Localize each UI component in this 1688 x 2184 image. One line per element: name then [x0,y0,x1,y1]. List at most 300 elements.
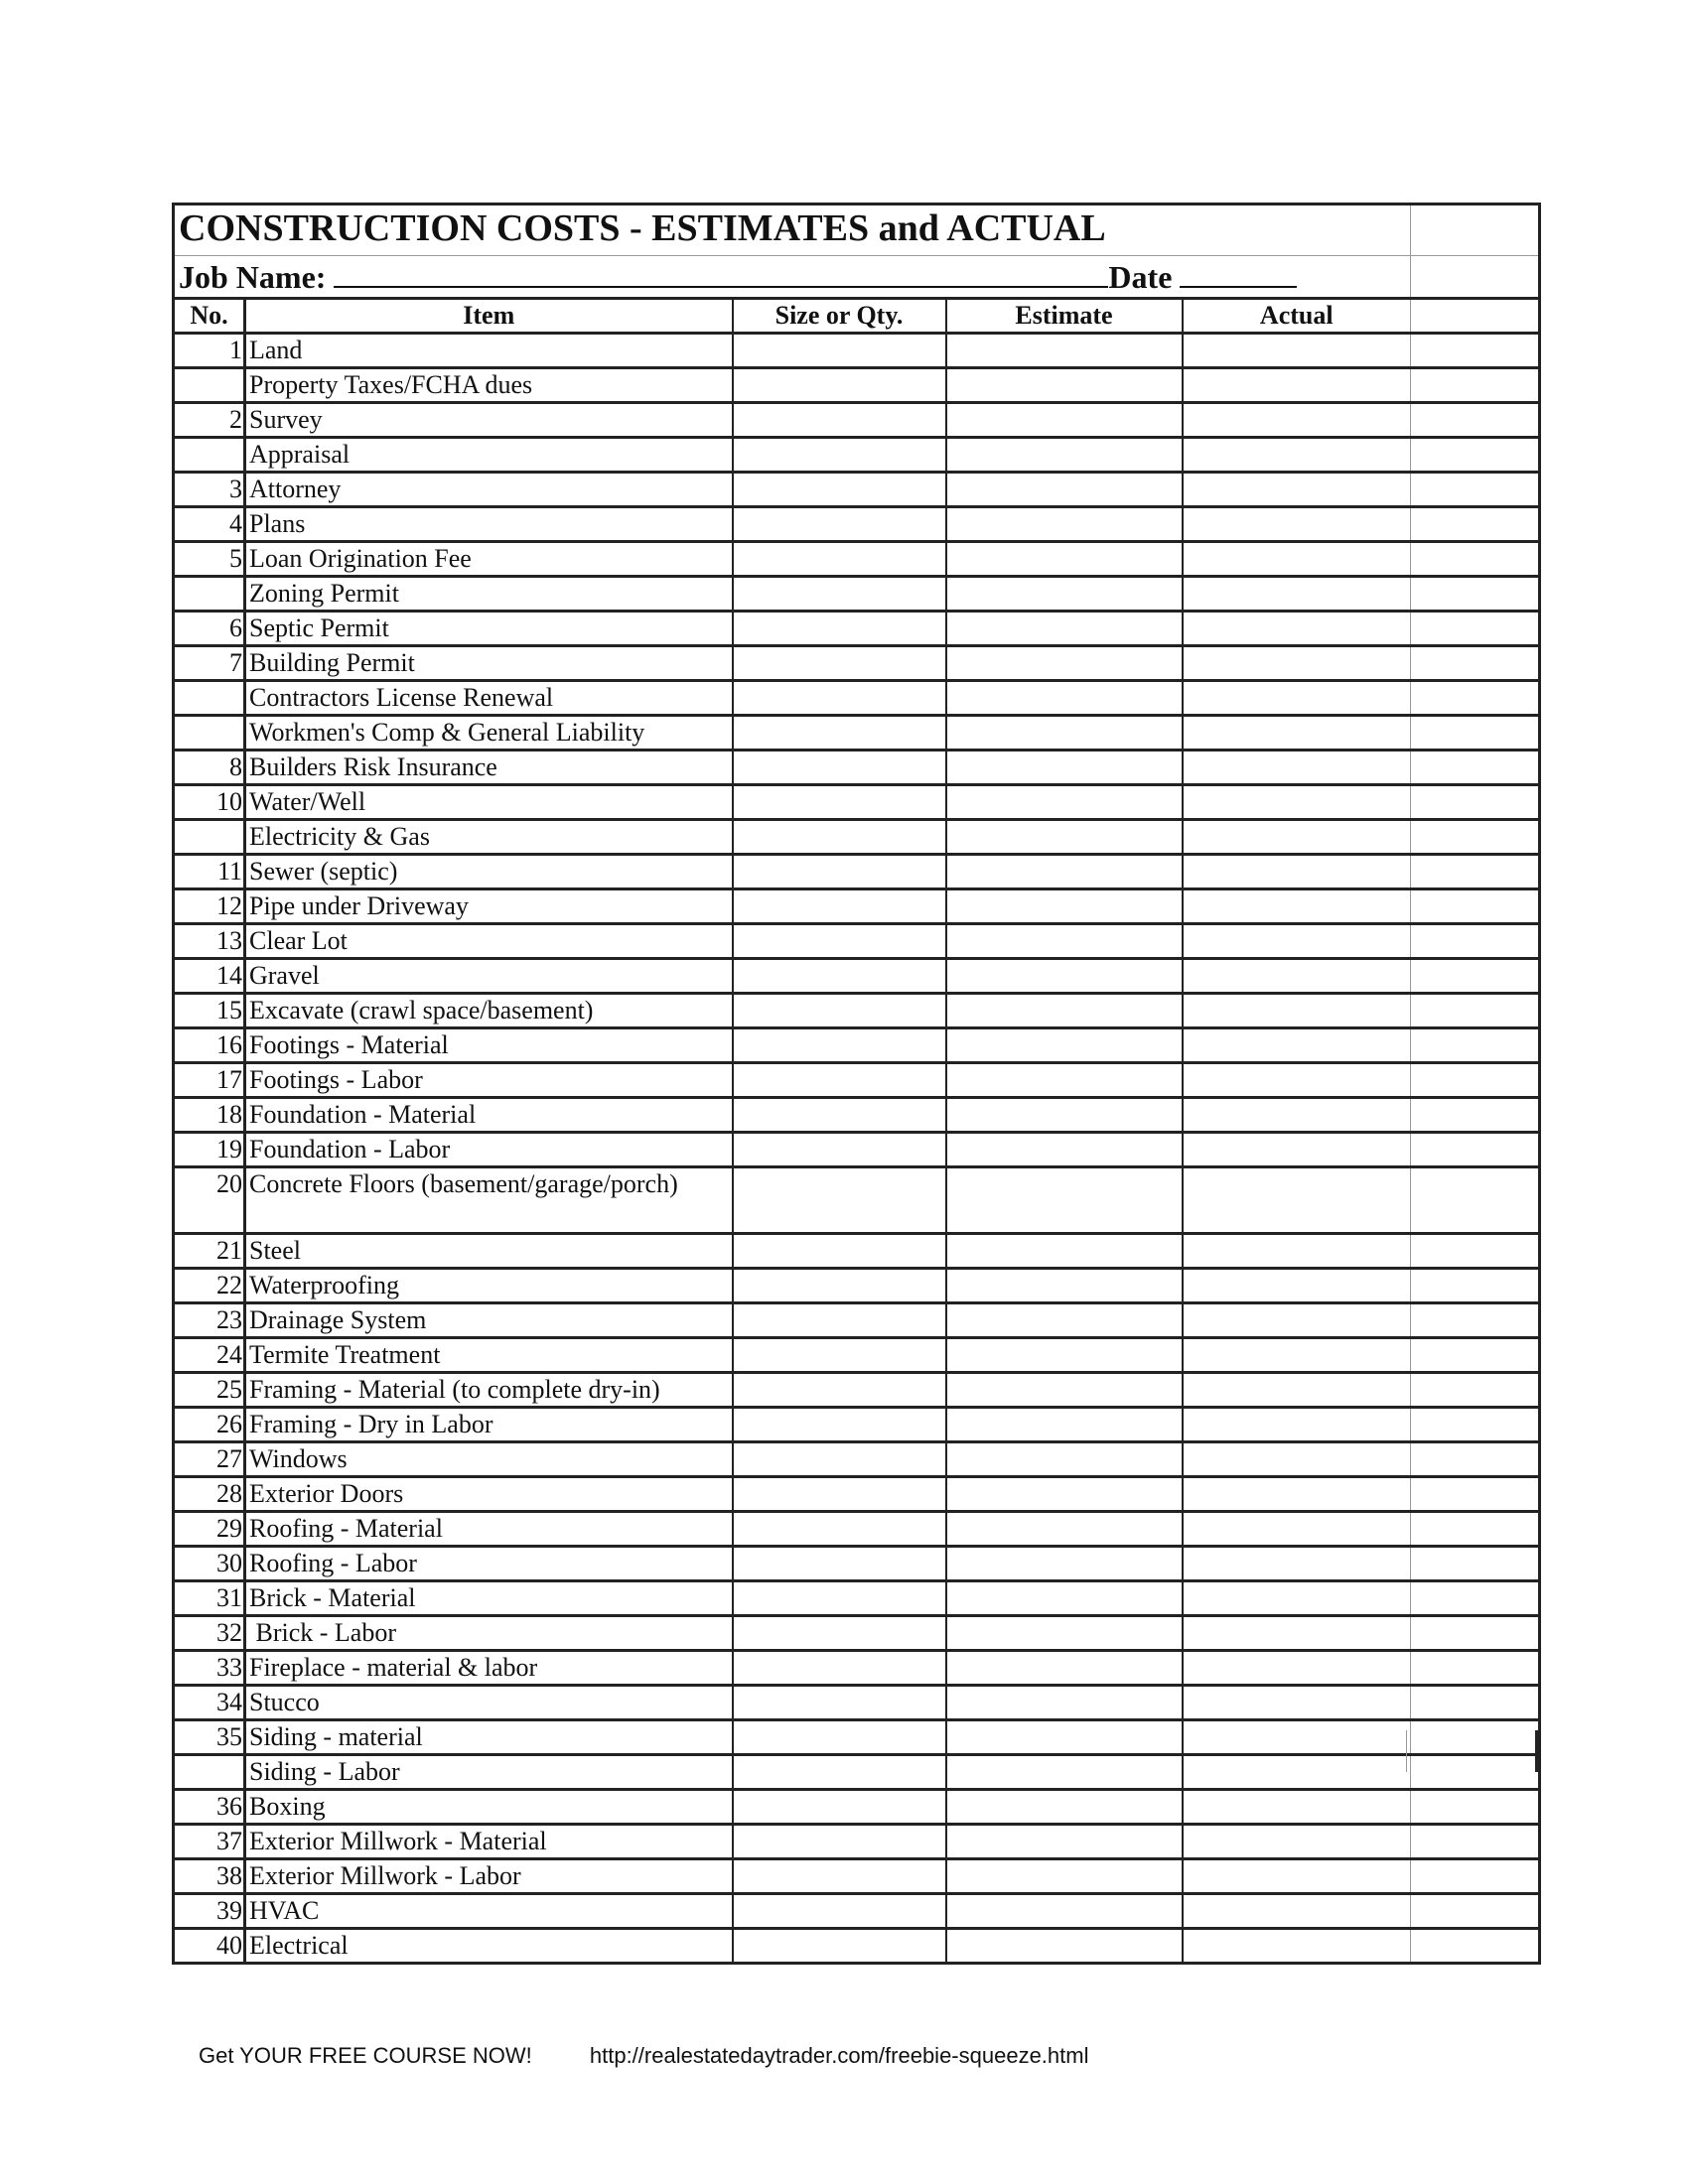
row-number: 12 [174,889,245,924]
actual-cell[interactable] [1183,646,1411,681]
estimate-cell[interactable] [946,994,1183,1028]
size-qty-cell[interactable] [733,1686,946,1720]
actual-cell[interactable] [1183,1859,1411,1894]
job-row [174,256,1540,299]
actual-cell[interactable] [1183,1338,1411,1373]
estimate-cell[interactable] [946,889,1183,924]
row-number: 28 [174,1477,245,1512]
row-number: 17 [174,1063,245,1098]
row-number: 13 [174,924,245,959]
row-number: 4 [174,507,245,542]
actual-cell[interactable] [1183,1167,1411,1234]
row-number: 7 [174,646,245,681]
size-qty-cell[interactable] [733,751,946,785]
row-number: 16 [174,1028,245,1063]
extra-cell [1411,1028,1540,1063]
table-row [174,507,1540,542]
estimate-cell[interactable] [946,716,1183,751]
table-row [174,924,1540,959]
row-number: 31 [174,1581,245,1616]
actual-cell[interactable] [1183,507,1411,542]
estimate-cell[interactable] [946,1303,1183,1338]
actual-cell[interactable] [1183,1686,1411,1720]
extra-cell [1411,1408,1540,1442]
extra-cell [1411,612,1540,646]
actual-cell[interactable] [1183,1234,1411,1269]
actual-cell[interactable] [1183,1063,1411,1098]
estimate-cell[interactable] [946,1790,1183,1825]
estimate-cell[interactable] [946,1755,1183,1790]
actual-cell[interactable] [1183,1616,1411,1651]
extra-cell [1411,1686,1540,1720]
row-number [174,438,245,473]
actual-cell[interactable] [1183,612,1411,646]
size-qty-cell[interactable] [733,820,946,855]
size-qty-cell[interactable] [733,1269,946,1303]
size-qty-cell[interactable] [733,473,946,507]
size-qty-cell[interactable] [733,1167,946,1234]
row-item-label: Septic Permit [245,612,733,646]
size-qty-cell[interactable] [733,994,946,1028]
table-row [174,473,1540,507]
size-qty-cell[interactable] [733,1825,946,1859]
row-number [174,368,245,403]
actual-cell[interactable] [1183,889,1411,924]
row-item-label: Zoning Permit [245,577,733,612]
row-item-label: Framing - Material (to complete dry-in) [245,1373,733,1408]
row-item-label: Attorney [245,473,733,507]
size-qty-cell[interactable] [733,368,946,403]
estimate-cell[interactable] [946,1894,1183,1929]
actual-cell[interactable] [1183,1373,1411,1408]
actual-cell[interactable] [1183,1581,1411,1616]
extra-cell [1411,473,1540,507]
table-row [174,334,1540,368]
row-number: 3 [174,473,245,507]
size-qty-cell[interactable] [733,1755,946,1790]
table-row [174,438,1540,473]
table-row [174,1063,1540,1098]
table-row [174,820,1540,855]
row-item-label: Builders Risk Insurance [245,751,733,785]
estimate-cell[interactable] [946,1269,1183,1303]
row-item-label: Exterior Doors [245,1477,733,1512]
actual-cell[interactable] [1183,403,1411,438]
actual-cell[interactable] [1183,1651,1411,1686]
size-qty-cell[interactable] [733,403,946,438]
cost-table [172,203,1541,1965]
size-qty-cell[interactable] [733,1929,946,1964]
extra-cell [1411,1894,1540,1929]
row-number: 10 [174,785,245,820]
row-item-label: Boxing [245,1790,733,1825]
table-row [174,994,1540,1028]
size-qty-cell[interactable] [733,646,946,681]
estimate-cell[interactable] [946,1234,1183,1269]
table-row [174,1581,1540,1616]
size-qty-cell[interactable] [733,1442,946,1477]
size-qty-cell[interactable] [733,1894,946,1929]
extra-cell [1411,403,1540,438]
estimate-cell[interactable] [946,646,1183,681]
table-row [174,1028,1540,1063]
size-qty-cell[interactable] [733,855,946,889]
estimate-cell[interactable] [946,1616,1183,1651]
actual-cell[interactable] [1183,1825,1411,1859]
size-qty-cell[interactable] [733,1303,946,1338]
size-qty-cell[interactable] [733,1373,946,1408]
estimate-cell[interactable] [946,1651,1183,1686]
title-row [174,205,1540,256]
row-item-label: Roofing - Labor [245,1547,733,1581]
actual-cell[interactable] [1183,334,1411,368]
page-footer [199,2043,1088,2069]
actual-cell[interactable] [1183,438,1411,473]
size-qty-cell[interactable] [733,438,946,473]
row-number: 37 [174,1825,245,1859]
estimate-cell[interactable] [946,820,1183,855]
extra-cell [1411,959,1540,994]
size-qty-cell[interactable] [733,1720,946,1755]
extra-cell [1411,1373,1540,1408]
table-row [174,1755,1540,1790]
row-number: 14 [174,959,245,994]
extra-cell [1411,368,1540,403]
row-item-label: Survey [245,403,733,438]
table-row [174,1234,1540,1269]
row-item-label: HVAC [245,1894,733,1929]
actual-cell[interactable] [1183,473,1411,507]
actual-cell[interactable] [1183,1512,1411,1547]
row-item-label: Exterior Millwork - Material [245,1825,733,1859]
estimate-cell[interactable] [946,1408,1183,1442]
actual-cell[interactable] [1183,1720,1411,1755]
header-item: Item [245,299,733,334]
row-number: 39 [174,1894,245,1929]
size-qty-cell[interactable] [733,1512,946,1547]
size-qty-cell[interactable] [733,1547,946,1581]
estimate-cell[interactable] [946,612,1183,646]
row-number: 34 [174,1686,245,1720]
size-qty-cell[interactable] [733,612,946,646]
actual-cell[interactable] [1183,681,1411,716]
actual-cell[interactable] [1183,1442,1411,1477]
size-qty-cell[interactable] [733,1234,946,1269]
actual-cell[interactable] [1183,785,1411,820]
size-qty-cell[interactable] [733,716,946,751]
row-item-label: Exterior Millwork - Labor [245,1859,733,1894]
estimate-cell[interactable] [946,1098,1183,1133]
footer-url-link[interactable]: http://realestatedaytrader.com/freebie-squeeze.html [589,2043,1089,2068]
estimate-cell[interactable] [946,438,1183,473]
actual-cell[interactable] [1183,1929,1411,1964]
estimate-cell[interactable] [946,1720,1183,1755]
table-row [174,1859,1540,1894]
extra-cell [1411,1581,1540,1616]
extra-cell [1411,1167,1540,1234]
actual-cell[interactable] [1183,1790,1411,1825]
size-qty-cell[interactable] [733,1651,946,1686]
extra-cell [1411,334,1540,368]
extra-cell [1411,820,1540,855]
size-qty-cell[interactable] [733,507,946,542]
extra-cell [1411,1098,1540,1133]
header-size: Size or Qty. [733,299,946,334]
actual-cell[interactable] [1183,1894,1411,1929]
title-extra-cell [1411,205,1540,256]
row-item-label: Concrete Floors (basement/garage/porch) [245,1167,733,1234]
row-item-label: Brick - Material [245,1581,733,1616]
table-row [174,681,1540,716]
size-qty-cell[interactable] [733,1098,946,1133]
size-qty-cell[interactable] [733,577,946,612]
size-qty-cell[interactable] [733,334,946,368]
extra-cell [1411,1790,1540,1825]
size-qty-cell[interactable] [733,1028,946,1063]
row-item-label: Waterproofing [245,1269,733,1303]
row-number: 32 [174,1616,245,1651]
size-qty-cell[interactable] [733,1790,946,1825]
row-item-label: Workmen's Comp & General Liability [245,716,733,751]
row-number: 8 [174,751,245,785]
extra-cell [1411,785,1540,820]
size-qty-cell[interactable] [733,959,946,994]
row-number: 6 [174,612,245,646]
table-actual-tail [1406,1730,1407,1772]
actual-cell[interactable] [1183,1755,1411,1790]
row-item-label: Windows [245,1442,733,1477]
extra-cell [1411,924,1540,959]
actual-cell[interactable] [1183,1098,1411,1133]
extra-cell [1411,1338,1540,1373]
estimate-cell[interactable] [946,1133,1183,1167]
table-row [174,1098,1540,1133]
size-qty-cell[interactable] [733,1133,946,1167]
extra-cell [1411,1133,1540,1167]
date-blank[interactable] [1180,256,1297,288]
row-number: 15 [174,994,245,1028]
row-item-label: Framing - Dry in Labor [245,1408,733,1442]
size-qty-cell[interactable] [733,1408,946,1442]
table-row [174,403,1540,438]
estimate-cell[interactable] [946,1338,1183,1373]
estimate-cell[interactable] [946,1063,1183,1098]
estimate-cell[interactable] [946,1512,1183,1547]
actual-cell[interactable] [1183,924,1411,959]
header-actual: Actual [1183,299,1411,334]
extra-cell [1411,855,1540,889]
table-row [174,1790,1540,1825]
estimate-cell[interactable] [946,1167,1183,1234]
row-number: 2 [174,403,245,438]
size-qty-cell[interactable] [733,1477,946,1512]
header-estimate: Estimate [946,299,1183,334]
actual-cell[interactable] [1183,1028,1411,1063]
row-number [174,577,245,612]
extra-cell [1411,1477,1540,1512]
row-item-label: Footings - Material [245,1028,733,1063]
row-item-label: Pipe under Driveway [245,889,733,924]
row-number: 1 [174,334,245,368]
table-row [174,1616,1540,1651]
header-extra [1411,299,1540,334]
row-item-label: Electricity & Gas [245,820,733,855]
actual-cell[interactable] [1183,542,1411,577]
extra-cell [1411,1234,1540,1269]
size-qty-cell[interactable] [733,785,946,820]
row-item-label: Siding - Labor [245,1755,733,1790]
extra-cell [1411,646,1540,681]
estimate-cell[interactable] [946,368,1183,403]
job-extra-cell [1411,256,1540,299]
estimate-cell[interactable] [946,334,1183,368]
actual-cell[interactable] [1183,1303,1411,1338]
job-name-blank[interactable] [334,256,1108,288]
row-number: 38 [174,1859,245,1894]
extra-cell [1411,889,1540,924]
estimate-cell[interactable] [946,959,1183,994]
job-name-label: Job Name: [179,259,327,295]
size-qty-cell[interactable] [733,889,946,924]
estimate-cell[interactable] [946,924,1183,959]
estimate-cell[interactable] [946,1929,1183,1964]
extra-cell [1411,1442,1540,1477]
estimate-cell[interactable] [946,785,1183,820]
table-row [174,785,1540,820]
size-qty-cell[interactable] [733,1581,946,1616]
extra-cell [1411,751,1540,785]
table-row [174,1167,1540,1234]
row-number: 5 [174,542,245,577]
row-number: 20 [174,1167,245,1234]
extra-cell [1411,507,1540,542]
estimate-cell[interactable] [946,1859,1183,1894]
table-row [174,542,1540,577]
table-row [174,1720,1540,1755]
row-number: 19 [174,1133,245,1167]
extra-cell [1411,716,1540,751]
size-qty-cell[interactable] [733,542,946,577]
actual-cell[interactable] [1183,751,1411,785]
estimate-cell[interactable] [946,507,1183,542]
actual-cell[interactable] [1183,368,1411,403]
row-item-label: Loan Origination Fee [245,542,733,577]
table-row [174,1929,1540,1964]
size-qty-cell[interactable] [733,924,946,959]
extra-cell [1411,1269,1540,1303]
table-row [174,855,1540,889]
sheet-title: CONSTRUCTION COSTS - ESTIMATES and ACTUAL [174,205,1411,256]
estimate-cell[interactable] [946,473,1183,507]
estimate-cell[interactable] [946,1477,1183,1512]
table-row [174,368,1540,403]
row-number: 25 [174,1373,245,1408]
row-number: 30 [174,1547,245,1581]
actual-cell[interactable] [1183,1133,1411,1167]
row-item-label: Footings - Labor [245,1063,733,1098]
row-number: 29 [174,1512,245,1547]
extra-cell [1411,438,1540,473]
table-row [174,1408,1540,1442]
size-qty-cell[interactable] [733,1063,946,1098]
row-item-label: Property Taxes/FCHA dues [245,368,733,403]
actual-cell[interactable] [1183,855,1411,889]
actual-cell[interactable] [1183,959,1411,994]
estimate-cell[interactable] [946,1581,1183,1616]
actual-cell[interactable] [1183,577,1411,612]
row-number: 35 [174,1720,245,1755]
estimate-cell[interactable] [946,1825,1183,1859]
actual-cell[interactable] [1183,716,1411,751]
row-number: 27 [174,1442,245,1477]
row-number [174,1755,245,1790]
estimate-cell[interactable] [946,1442,1183,1477]
row-number: 36 [174,1790,245,1825]
row-number: 11 [174,855,245,889]
row-item-label: Foundation - Material [245,1098,733,1133]
table-row [174,1512,1540,1547]
table-row [174,1547,1540,1581]
table-row [174,1825,1540,1859]
estimate-cell[interactable] [946,542,1183,577]
row-number: 23 [174,1303,245,1338]
estimate-cell[interactable] [946,1373,1183,1408]
estimate-cell[interactable] [946,1547,1183,1581]
table-row [174,1477,1540,1512]
estimate-cell[interactable] [946,577,1183,612]
row-number: 40 [174,1929,245,1964]
actual-cell[interactable] [1183,1269,1411,1303]
estimate-cell[interactable] [946,403,1183,438]
actual-cell[interactable] [1183,820,1411,855]
extra-cell [1411,1929,1540,1964]
actual-cell[interactable] [1183,1408,1411,1442]
size-qty-cell[interactable] [733,681,946,716]
actual-cell[interactable] [1183,994,1411,1028]
row-item-label: Gravel [245,959,733,994]
row-item-label: Foundation - Labor [245,1133,733,1167]
table-row [174,1373,1540,1408]
row-number: 22 [174,1269,245,1303]
estimate-cell[interactable] [946,1028,1183,1063]
estimate-cell[interactable] [946,681,1183,716]
row-item-label: Roofing - Material [245,1512,733,1547]
table-right-tail [1535,1730,1538,1772]
row-number [174,820,245,855]
size-qty-cell[interactable] [733,1859,946,1894]
header-no: No. [174,299,245,334]
cost-sheet [172,203,1538,1975]
size-qty-cell[interactable] [733,1338,946,1373]
estimate-cell[interactable] [946,855,1183,889]
table-row [174,1303,1540,1338]
estimate-cell[interactable] [946,751,1183,785]
row-item-label: Electrical [245,1929,733,1964]
row-number [174,716,245,751]
estimate-cell[interactable] [946,1686,1183,1720]
size-qty-cell[interactable] [733,1616,946,1651]
extra-cell [1411,1755,1540,1790]
actual-cell[interactable] [1183,1477,1411,1512]
row-item-label: Contractors License Renewal [245,681,733,716]
actual-cell[interactable] [1183,1547,1411,1581]
row-item-label: Plans [245,507,733,542]
row-item-label: Clear Lot [245,924,733,959]
extra-cell [1411,542,1540,577]
row-number: 33 [174,1651,245,1686]
row-item-label: Brick - Labor [245,1616,733,1651]
row-item-label: Fireplace - material & labor [245,1651,733,1686]
